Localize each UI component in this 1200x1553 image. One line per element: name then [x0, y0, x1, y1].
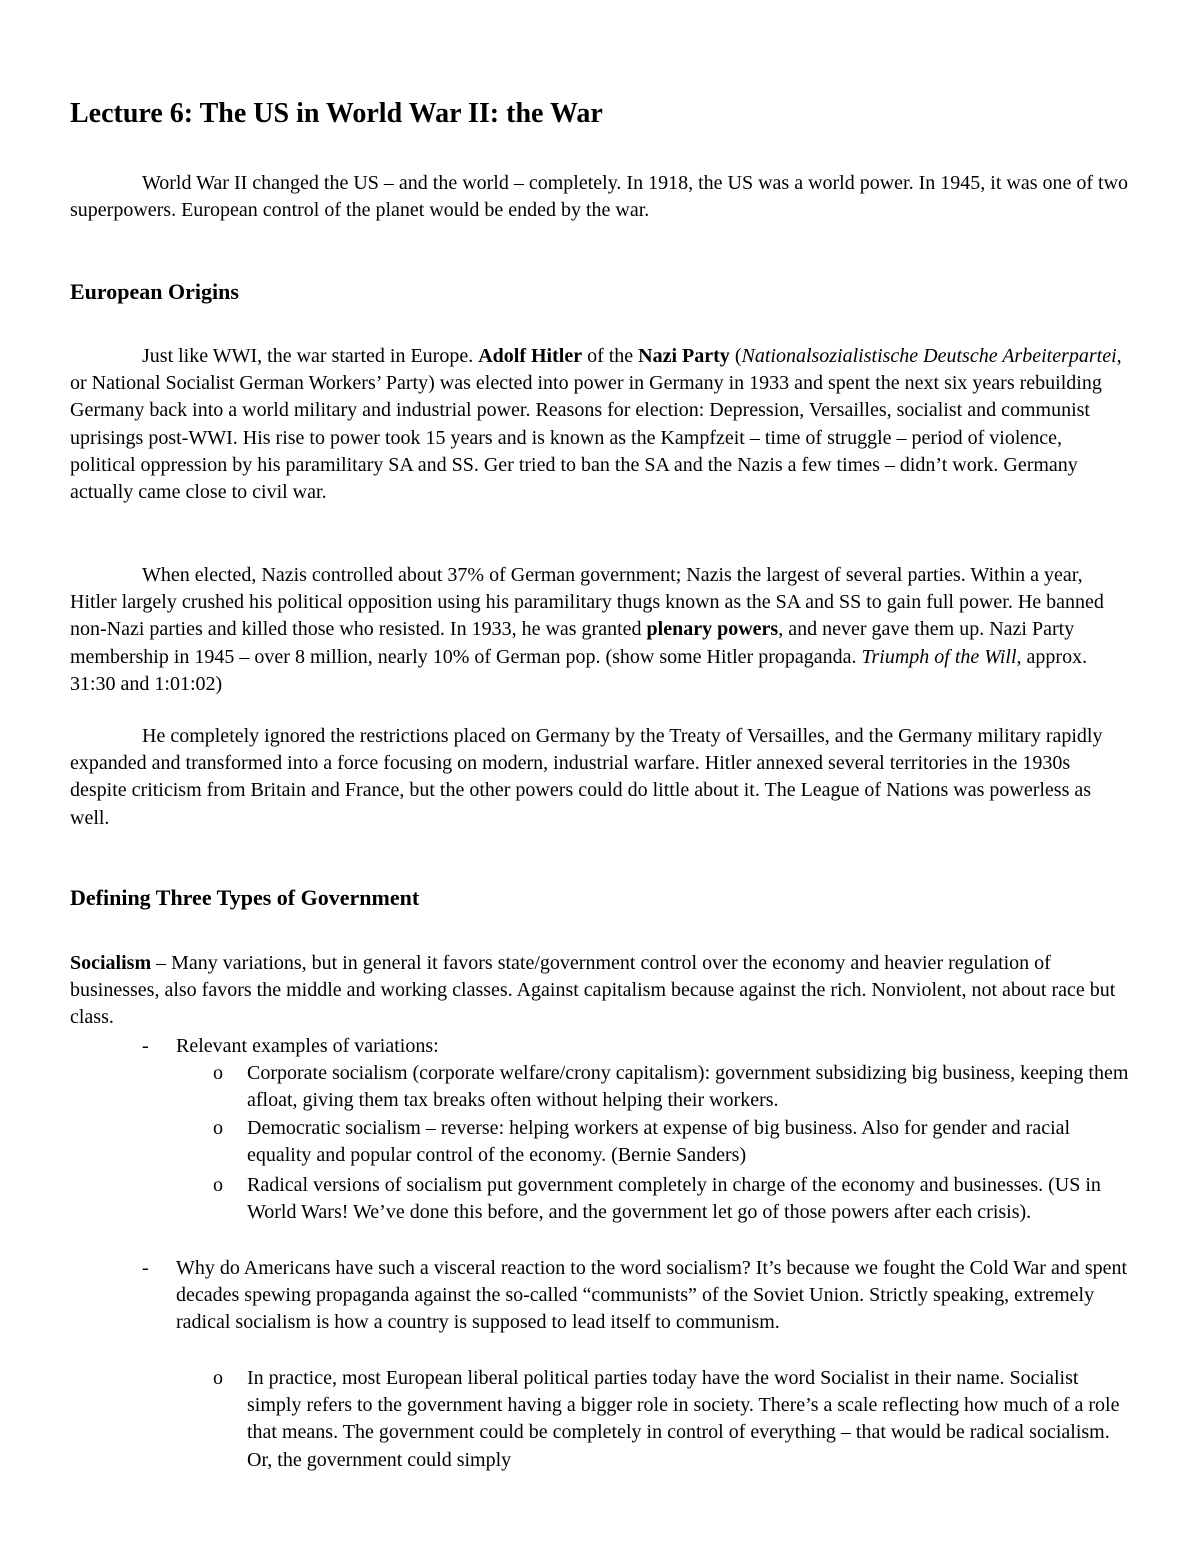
- term-plenary-powers: plenary powers: [646, 618, 779, 641]
- circle-bullet: o: [213, 1062, 223, 1084]
- list-item-variations: - Relevant examples of variations:: [70, 1033, 1130, 1060]
- intro-paragraph: World War II changed the US – and the world – completely. In 1918, the US was a world power. In 1945, it was one of two superpowers. European control of the planet would be ended by the war.: [70, 172, 1129, 222]
- paragraph-versailles: He completely ignored the restrictions placed on Germany by the Treaty of Versailles, and the Germany military rapidly expanded and transformed into a force focusing on modern, industrial warfare. Hitler annexed several territories in the 1930s despite criticism from Britain and France, but the other powers could do little about it. The League of Nations was powerless as well.: [70, 725, 1103, 829]
- section-heading-three-governments: Defining Three Types of Government: [70, 885, 420, 910]
- sub-item-radical-socialism: o Radical versions of socialism put government completely in charge of the economy and businesses. (US in World Wars! We’ve done this before, and the government let go of those powers after each crisis).: [213, 1174, 1101, 1224]
- circle-bullet: o: [213, 1367, 223, 1389]
- dash-bullet: -: [142, 1257, 149, 1279]
- paragraph-nazi-power: When elected, Nazis controlled about 37% of German government; Nazis the largest of several parties. Within a year, Hitler largely crushed his political opposition using his paramilitary thugs known as the SA and SS to gain full power. He banned non-Nazi parties and killed those who resisted. In 1933, he was granted plenary powers, and never gave them up. Nazi Party membership in 1945 – over 8 million, nearly 10% of German pop. (show some Hitler propaganda. Triumph of the Will, approx. 31:30 and 1:01:02): [70, 564, 1104, 695]
- dash-bullet: -: [142, 1035, 149, 1057]
- circle-bullet: o: [213, 1117, 223, 1139]
- term-socialism: Socialism: [70, 952, 152, 974]
- paragraph-hitler-rise: Just like WWI, the war started in Europe. Adolf Hitler of the Nazi Party (Nationalsozialistische Deutsche Arbeiterpartei, or National Socialist German Workers’ Party) was elected into power in Germany in 1933 and spent the next six years rebuilding Germany back into a world military and industrial power. Reasons for election: Depression, Versailles, socialist and communist uprisings post-WWI. His rise to power took 15 years and is known as the Kampfzeit – time of struggle – period of violence, political oppression by his paramilitary SA and SS. Ger tried to ban the SA and the Nazis a few times – didn’t work. Germany actually came close to civil war.: [70, 345, 1122, 504]
- term-nazi-party: Nazi Party: [638, 345, 730, 367]
- paragraph-socialism-definition: Socialism – Many variations, but in general it favors state/government control over the economy and heavier regulation of businesses, also favors the middle and working classes. Against capitalism because against the rich. Nonviolent, not about race but class.: [70, 952, 1116, 1029]
- circle-bullet: o: [213, 1174, 223, 1196]
- term-adolf-hitler: Adolf Hitler: [478, 345, 583, 367]
- film-triumph-of-the-will: Triumph of the Will: [861, 645, 1017, 668]
- term-nsdap: Nationalsozialistische Deutsche Arbeiterpartei: [741, 345, 1117, 367]
- section-heading-european-origins: European Origins: [70, 279, 239, 304]
- sub-item-corporate-socialism: o Corporate socialism (corporate welfare/crony capitalism): government subsidizing big business, keeping them afloat, giving them tax breaks often without helping their workers.: [213, 1062, 1129, 1112]
- page-title: Lecture 6: The US in World War II: the War: [70, 98, 603, 129]
- sub-item-democratic-socialism: o Democratic socialism – reverse: helping workers at expense of big business. Also for gender and racial equality and popular control of the economy. (Bernie Sanders): [213, 1117, 1071, 1167]
- sub-item-european-parties: o In practice, most European liberal political parties today have the word Socialist in their name. Socialist simply refers to the government having a bigger role in society. There’s a scale reflecting how much of a role that means. The government could be completely in control of everything – that would be radical socialism. Or, the government could simply: [213, 1367, 1120, 1471]
- list-item-american-reaction: - Why do Americans have such a visceral reaction to the word socialism? It’s because we fought the Cold War and spent decades spewing propaganda against the so-called “communists” of the Soviet Union. Strictly speaking, extremely radical socialism is how a country is supposed to lead itself to communism.: [142, 1257, 1128, 1334]
